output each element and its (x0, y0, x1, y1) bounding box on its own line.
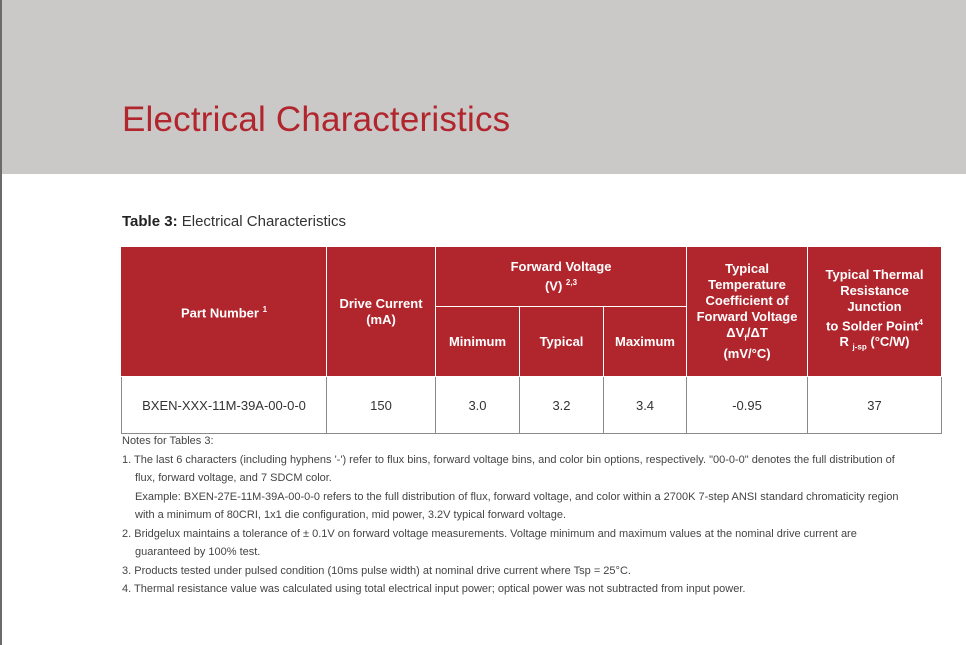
header-thermal-resistance: Typical Thermal Resistance Junction to Solder Point$^4$ R $_{j-sp}$ (°C/W) (808, 247, 942, 377)
header-drive-current: Drive Current (mA) (327, 247, 436, 377)
header-vf-typical: Typical (520, 307, 604, 377)
note-example: Example: BXEN-27E-11M-39A-00-0-0 refers to the full distribution of flux, forward voltage, and color within a 2700K 7-step ANSI standard chromaticity region with a minimum of 80CRI, 1x1 die configuration, mid power, 3.2V typical forward voltage. (135, 490, 899, 521)
cell-thermal-resistance: 37 (808, 377, 942, 434)
cell-vf-minimum: 3.0 (436, 377, 520, 434)
note-item: 2. Bridgelux maintains a tolerance of ± 0.1V on forward voltage measurements. Voltage minimum and maximum values at the nominal drive current are guaranteed by 100% test. (122, 527, 857, 558)
notes-list (122, 451, 912, 599)
header-temp-coefficient: Typical Temperature Coefficient of Forward Voltage $\Delta V_f/\Delta T$ (mV/°C) (687, 247, 808, 377)
table-row (122, 377, 942, 434)
page-title: Electrical Characteristics (122, 100, 511, 139)
header-part-number: Part Number $^1$ (122, 247, 327, 377)
cell-vf-typical: 3.2 (520, 377, 604, 434)
table-caption (122, 213, 346, 230)
table-caption-text: Electrical Characteristics (181, 213, 346, 230)
header-vf-minimum: Minimum (436, 307, 520, 377)
cell-temp-coefficient: -0.95 (687, 377, 808, 434)
cell-drive-current: 150 (327, 377, 436, 434)
table-notes (122, 432, 912, 599)
cell-part-number: BXEN-XXX-11M-39A-00-0-0 (122, 377, 327, 434)
note-item: 4. Thermal resistance value was calculated using total electrical input power; optical power was not subtracted from input power. (122, 583, 746, 595)
notes-title: Notes for Tables 3: (122, 435, 214, 447)
header-forward-voltage: Forward Voltage (V) $^{2,3}$ (436, 247, 687, 307)
electrical-characteristics-table (121, 246, 942, 434)
cell-vf-maximum: 3.4 (604, 377, 687, 434)
note-item: 1. The last 6 characters (including hyphens '-') refer to flux bins, forward voltage bins, and color bin options, respectively. "00-0-0" denotes the full distribution of flux, forward voltage, and 7 SDCM color. (122, 453, 895, 484)
header-band (2, 0, 966, 174)
note-item: 3. Products tested under pulsed condition (10ms pulse width) at nominal drive current where Tsp = 25°C. (122, 564, 631, 577)
table-caption-label: Table 3: (122, 213, 178, 230)
header-vf-maximum: Maximum (604, 307, 687, 377)
